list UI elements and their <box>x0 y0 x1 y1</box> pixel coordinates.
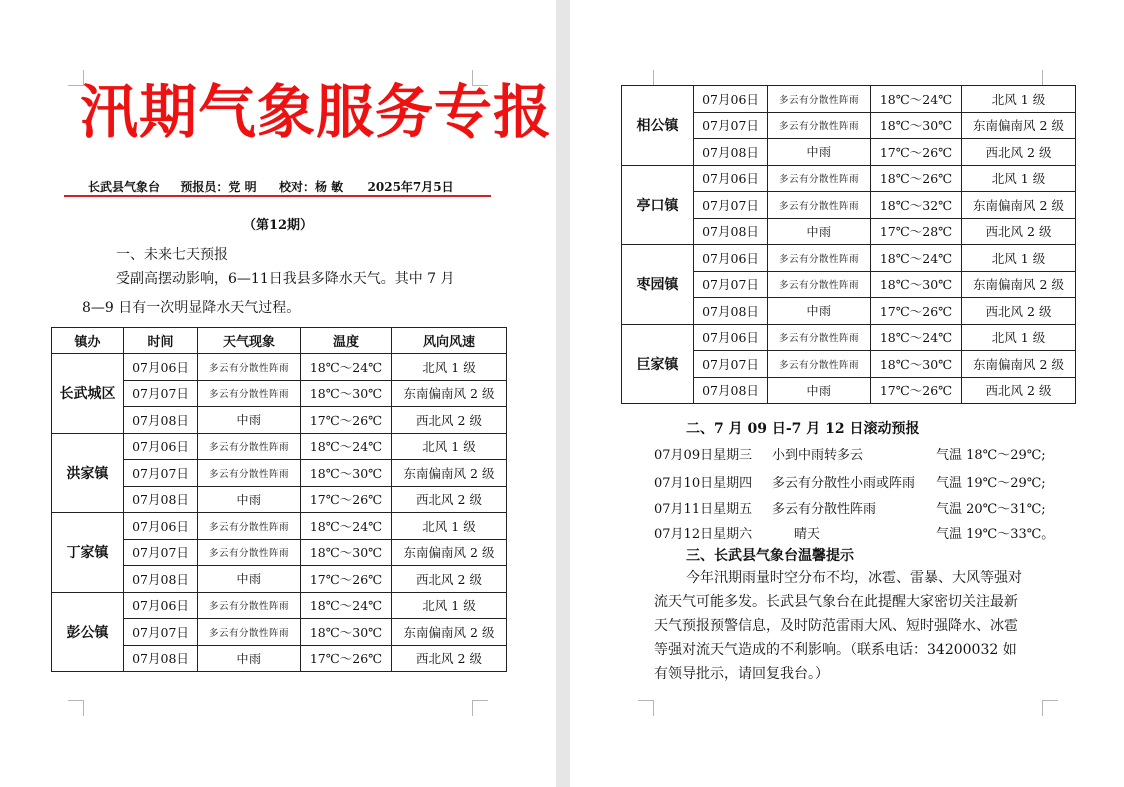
town-name: 枣园镇 <box>622 245 694 325</box>
forecast-date: 07月06日 <box>124 354 198 381</box>
town-name: 彭公镇 <box>52 592 124 672</box>
wind-info: 东南偏南风 2 级 <box>962 271 1076 298</box>
crop-mark <box>638 70 654 86</box>
crop-mark <box>68 700 84 716</box>
wind-info: 北风 1 级 <box>392 513 507 540</box>
temperature-range: 17℃～26℃ <box>871 139 962 166</box>
rolling-weather: 多云有分散性小雨或阵雨 <box>772 476 916 491</box>
temperature-range: 18℃～30℃ <box>871 351 962 378</box>
wind-info: 东南偏南风 2 级 <box>392 380 507 407</box>
temperature-range: 18℃～30℃ <box>301 460 392 487</box>
rolling-weather: 多云有分散性阵雨 <box>772 502 877 517</box>
forecast-date: 07月08日 <box>694 298 768 325</box>
weather-condition: 多云有分散性阵雨 <box>198 433 301 460</box>
section3-heading: 三、长武县气象台温馨提示 <box>686 548 854 564</box>
wind-info: 东南偏南风 2 级 <box>962 112 1076 139</box>
issue-number: （第12期） <box>242 218 314 233</box>
forecast-table-page2 <box>621 85 1076 404</box>
forecast-date: 07月06日 <box>694 324 768 351</box>
wind-info: 西北风 2 级 <box>392 486 507 513</box>
weather-condition: 多云有分散性阵雨 <box>768 192 871 219</box>
temperature-range: 17℃～26℃ <box>871 377 962 404</box>
forecast-date: 07月07日 <box>694 271 768 298</box>
checker: 校对：杨 敏 <box>278 180 344 194</box>
agency-name: 长武县气象台 <box>88 180 161 194</box>
rolling-weather: 晴天 <box>794 527 821 542</box>
forecast-date: 07月06日 <box>694 165 768 192</box>
wind-info: 西北风 2 级 <box>962 377 1076 404</box>
town-name: 相公镇 <box>622 86 694 166</box>
col-header-wind: 风向风速 <box>392 328 507 354</box>
town-name: 长武城区 <box>52 354 124 434</box>
wind-info: 北风 1 级 <box>392 354 507 381</box>
rolling-temp: 气温 19℃～29℃; <box>936 476 1046 491</box>
wind-info: 西北风 2 级 <box>392 407 507 434</box>
rolling-weather: 小到中雨转多云 <box>772 448 864 463</box>
weather-condition: 中雨 <box>768 377 871 404</box>
temperature-range: 18℃～24℃ <box>301 513 392 540</box>
weather-condition: 中雨 <box>198 407 301 434</box>
table-row <box>622 245 1076 272</box>
rolling-temp: 气温 20℃～31℃; <box>936 502 1046 517</box>
section3-line4: 等强对流天气造成的不利影响。（联系电话：34200032 如 <box>654 642 1017 658</box>
forecast-date: 07月07日 <box>694 112 768 139</box>
weather-condition: 多云有分散性阵雨 <box>768 271 871 298</box>
forecast-date: 07月06日 <box>124 513 198 540</box>
wind-info: 北风 1 级 <box>962 324 1076 351</box>
crop-mark <box>638 700 654 716</box>
weather-condition: 多云有分散性阵雨 <box>768 245 871 272</box>
rolling-temp: 气温 18℃～29℃; <box>936 448 1046 463</box>
forecast-date: 07月08日 <box>124 645 198 672</box>
table-row <box>622 165 1076 192</box>
temperature-range: 18℃～32℃ <box>871 192 962 219</box>
temperature-range: 17℃～26℃ <box>301 645 392 672</box>
col-header-temp: 温度 <box>301 328 392 354</box>
col-header-town: 镇办 <box>52 328 124 354</box>
section2-heading: 二、7 月 09 日-7 月 12 日滚动预报 <box>686 421 920 437</box>
forecast-date: 07月07日 <box>124 619 198 646</box>
crop-mark <box>1042 700 1058 716</box>
temperature-range: 18℃～26℃ <box>871 165 962 192</box>
temperature-range: 17℃～28℃ <box>871 218 962 245</box>
rolling-date: 07月09日星期三 <box>654 448 753 463</box>
rolling-temp: 气温 19℃～33℃。 <box>936 527 1055 542</box>
report-title: 汛期气象服务专报 <box>80 78 553 146</box>
wind-info: 东南偏南风 2 级 <box>392 619 507 646</box>
weather-condition: 多云有分散性阵雨 <box>768 165 871 192</box>
wind-info: 东南偏南风 2 级 <box>392 460 507 487</box>
temperature-range: 18℃～24℃ <box>301 354 392 381</box>
temperature-range: 17℃～26℃ <box>301 407 392 434</box>
temperature-range: 18℃～24℃ <box>871 324 962 351</box>
weather-condition: 多云有分散性阵雨 <box>768 112 871 139</box>
forecast-date: 07月08日 <box>694 377 768 404</box>
rolling-date: 07月12日星期六 <box>654 527 753 542</box>
weather-condition: 中雨 <box>198 645 301 672</box>
table-row <box>52 433 507 460</box>
forecast-date: 07月07日 <box>124 539 198 566</box>
wind-info: 西北风 2 级 <box>962 298 1076 325</box>
temperature-range: 18℃～30℃ <box>871 271 962 298</box>
town-name: 丁家镇 <box>52 513 124 593</box>
temperature-range: 17℃～26℃ <box>301 486 392 513</box>
wind-info: 北风 1 级 <box>392 433 507 460</box>
section1-heading: 一、未来七天预报 <box>116 247 228 263</box>
rolling-date: 07月10日星期四 <box>654 476 753 491</box>
forecast-date: 07月08日 <box>124 407 198 434</box>
section3-line3: 天气预报预警信息，及时防范雷雨大风、短时强降水、冰雹 <box>654 618 1018 634</box>
forecast-date: 07月07日 <box>124 380 198 407</box>
section1-line1: 受副高摆动影响，6—11日我县多降水天气。其中 7 月 <box>116 271 455 287</box>
temperature-range: 18℃～30℃ <box>301 380 392 407</box>
weather-condition: 中雨 <box>768 218 871 245</box>
section1-line2: 8—9 日有一次明显降水天气过程。 <box>82 300 301 316</box>
forecast-date: 07月06日 <box>694 86 768 113</box>
wind-info: 西北风 2 级 <box>392 566 507 593</box>
forecast-date: 07月08日 <box>124 566 198 593</box>
wind-info: 北风 1 级 <box>962 165 1076 192</box>
col-header-time: 时间 <box>124 328 198 354</box>
table-row <box>52 513 507 540</box>
table-row <box>622 324 1076 351</box>
temperature-range: 18℃～24℃ <box>301 592 392 619</box>
temperature-range: 18℃～24℃ <box>871 245 962 272</box>
wind-info: 北风 1 级 <box>962 86 1076 113</box>
town-name: 洪家镇 <box>52 433 124 513</box>
temperature-range: 18℃～30℃ <box>301 619 392 646</box>
temperature-range: 18℃～30℃ <box>301 539 392 566</box>
forecast-date: 07月06日 <box>694 245 768 272</box>
forecast-date: 07月07日 <box>124 460 198 487</box>
section3-line2: 流天气可能多发。长武县气象台在此提醒大家密切关注最新 <box>654 594 1018 610</box>
wind-info: 北风 1 级 <box>392 592 507 619</box>
weather-condition: 多云有分散性阵雨 <box>768 351 871 378</box>
wind-info: 东南偏南风 2 级 <box>392 539 507 566</box>
wind-info: 北风 1 级 <box>962 245 1076 272</box>
weather-condition: 多云有分散性阵雨 <box>198 592 301 619</box>
section3-line1: 今年汛期雨量时空分布不均，冰雹、雷暴、大风等强对 <box>686 570 1022 586</box>
wind-info: 东南偏南风 2 级 <box>962 192 1076 219</box>
table-header-row <box>52 328 507 354</box>
temperature-range: 18℃～24℃ <box>301 433 392 460</box>
temperature-range: 17℃～26℃ <box>871 298 962 325</box>
weather-condition: 多云有分散性阵雨 <box>198 380 301 407</box>
report-date: 2025年7月5日 <box>367 180 454 194</box>
report-info-line <box>88 178 454 195</box>
forecast-date: 07月08日 <box>124 486 198 513</box>
wind-info: 西北风 2 级 <box>392 645 507 672</box>
weather-condition: 多云有分散性阵雨 <box>198 619 301 646</box>
table-row <box>52 354 507 381</box>
rolling-date: 07月11日星期五 <box>654 502 753 517</box>
wind-info: 东南偏南风 2 级 <box>962 351 1076 378</box>
col-header-weather: 天气现象 <box>198 328 301 354</box>
weather-condition: 多云有分散性阵雨 <box>768 324 871 351</box>
document-page-2 <box>570 0 1124 787</box>
forecast-date: 07月08日 <box>694 218 768 245</box>
table-row <box>622 86 1076 113</box>
crop-mark <box>1042 70 1058 86</box>
weather-condition: 多云有分散性阵雨 <box>198 354 301 381</box>
weather-condition: 多云有分散性阵雨 <box>198 539 301 566</box>
forecast-date: 07月06日 <box>124 592 198 619</box>
weather-condition: 中雨 <box>768 298 871 325</box>
document-page-1 <box>0 0 556 787</box>
temperature-range: 17℃～26℃ <box>301 566 392 593</box>
weather-condition: 多云有分散性阵雨 <box>198 513 301 540</box>
section3-line5: 有领导批示，请回复我台。） <box>654 666 829 682</box>
forecaster: 预报员：党 明 <box>180 180 257 194</box>
wind-info: 西北风 2 级 <box>962 218 1076 245</box>
weather-condition: 多云有分散性阵雨 <box>768 86 871 113</box>
table-row <box>52 592 507 619</box>
town-name: 巨家镇 <box>622 324 694 404</box>
temperature-range: 18℃～30℃ <box>871 112 962 139</box>
forecast-table-page1 <box>51 327 507 672</box>
crop-mark <box>472 700 488 716</box>
forecast-date: 07月07日 <box>694 192 768 219</box>
wind-info: 西北风 2 级 <box>962 139 1076 166</box>
forecast-date: 07月07日 <box>694 351 768 378</box>
town-name: 亭口镇 <box>622 165 694 245</box>
forecast-date: 07月06日 <box>124 433 198 460</box>
weather-condition: 中雨 <box>198 486 301 513</box>
temperature-range: 18℃～24℃ <box>871 86 962 113</box>
forecast-date: 07月08日 <box>694 139 768 166</box>
weather-condition: 中雨 <box>768 139 871 166</box>
weather-condition: 多云有分散性阵雨 <box>198 460 301 487</box>
header-divider <box>64 195 491 197</box>
weather-condition: 中雨 <box>198 566 301 593</box>
